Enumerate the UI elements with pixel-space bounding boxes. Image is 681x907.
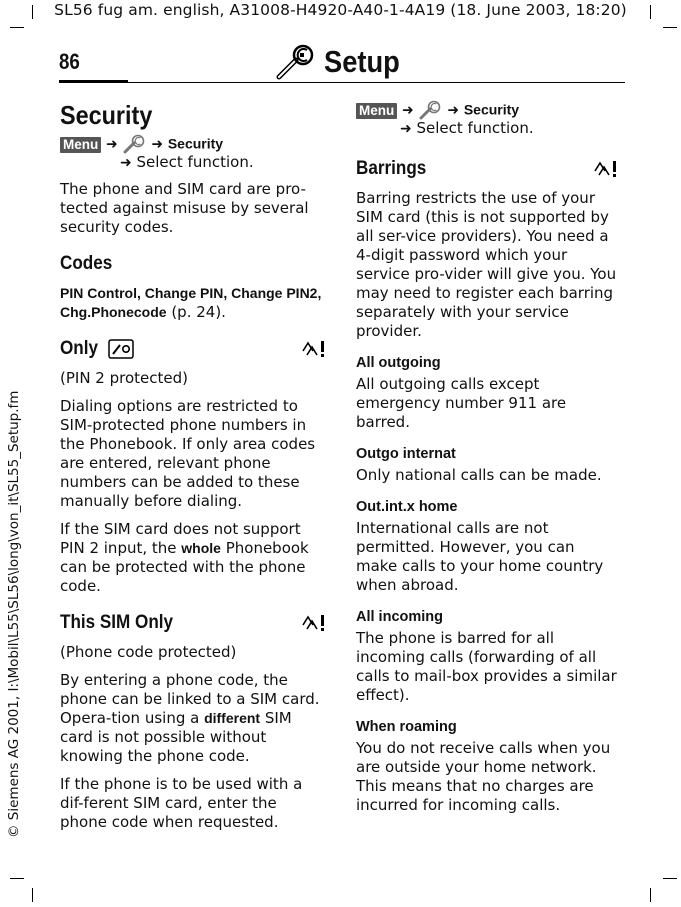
page-number: 86 <box>59 49 80 74</box>
running-head: SL56 fug am. english, A31008-H4920-A40-1-4A19 (18. June 2003, 18:20) <box>54 1 627 19</box>
page-title <box>276 42 410 82</box>
when-roaming-label: When roaming <box>356 719 457 735</box>
codes-heading: Codes <box>60 253 113 274</box>
menu-path <box>60 134 328 172</box>
barrings-text: Barring restricts the use of your SIM card (this is not supported by all ser-vice providers). You need a 4-digit password which your service pro-vider will give you. You may need to register each barring separately with your service provider. <box>356 189 617 340</box>
phone-code-note: (Phone code protected) <box>60 643 237 661</box>
out-int-home-text: International calls are not permitted. However, you can make calls to your home country when abroad. <box>356 519 604 594</box>
crop-mark <box>663 878 677 879</box>
arrow-icon: ➜ <box>106 136 118 153</box>
select-function: Select function. <box>136 153 254 171</box>
security-heading: Security <box>60 100 153 130</box>
out-int-home-label: Out.int.x home <box>356 499 458 515</box>
all-incoming-label: All incoming <box>356 609 443 625</box>
menu-item-security: Security <box>167 135 224 152</box>
arrow-icon: ➜ <box>120 155 132 171</box>
only-heading: Only <box>60 338 328 360</box>
codes-text: PIN Control, Change PIN, Change PIN2, Chg.Phonecode (p. 24). <box>60 285 322 321</box>
when-roaming-text: You do not receive calls when you are outside your home network. This means that no charges are incurred for incoming calls. <box>356 739 611 814</box>
sim-text-2: If the phone is to be used with a dif-ferent SIM card, enter the phone code when requested. <box>60 775 303 831</box>
all-outgoing-label: All outgoing <box>356 355 441 371</box>
network-dependent-icon <box>300 339 328 359</box>
wrench-phone-icon <box>123 134 147 154</box>
page-number-bar <box>59 80 128 83</box>
title-text: Setup <box>324 44 400 79</box>
arrow-icon: ➜ <box>447 102 460 119</box>
barrings-heading: Barrings <box>356 158 620 180</box>
network-dependent-icon <box>300 613 328 633</box>
all-outgoing-text: All outgoing calls except emergency number 911 are barred. <box>356 375 567 431</box>
all-incoming-text: The phone is barred for all incoming calls (forwarding of all calls to mail-box provides a similar effect). <box>356 629 617 704</box>
menu-item-security: Security <box>463 101 520 118</box>
copyright-side-note: © Siemens AG 2001, I:\Mobil\L55\SL56\long\von_it\SL55_Setup.fm <box>6 390 22 838</box>
crop-mark <box>663 27 677 28</box>
intro-text: The phone and SIM card are pro-tected against misuse by several security codes. <box>60 180 309 236</box>
select-function: Select function. <box>416 119 534 137</box>
menu-softkey: Menu <box>60 137 101 153</box>
menu-path <box>356 100 620 138</box>
left-column <box>60 100 328 841</box>
outgo-internat-label: Outgo internat <box>356 446 456 462</box>
header-rule <box>128 82 625 83</box>
crop-mark <box>10 27 24 28</box>
right-column <box>356 100 620 824</box>
sim-text-1: By entering a phone code, the phone can be linked to a SIM card. Opera-tion using a different SIM card is not possible without knowing the phone code. <box>60 671 320 765</box>
arrow-icon: ➜ <box>402 102 414 119</box>
network-dependent-icon <box>592 159 620 179</box>
sim-only-heading: This SIM Only <box>60 612 328 634</box>
outgo-internat-text: Only national calls can be made. <box>356 466 602 484</box>
crop-mark <box>10 878 24 879</box>
wrench-phone-icon <box>419 100 443 120</box>
crop-mark <box>650 888 651 902</box>
arrow-icon: ➜ <box>151 136 164 153</box>
pin2-key-icon <box>108 339 134 359</box>
only-text-1: Dialing options are restricted to SIM-protected phone numbers in the Phonebook. If only area codes are entered, relevant phone numbers can be added to these manually before dialing. <box>60 397 316 510</box>
arrow-icon: ➜ <box>400 121 412 137</box>
menu-softkey: Menu <box>356 103 397 119</box>
wrench-phone-icon <box>276 44 318 80</box>
pin2-note: (PIN 2 protected) <box>60 369 188 387</box>
only-text-2: If the SIM card does not support PIN 2 input, the whole Phonebook can be protected with the phone code. <box>60 520 309 595</box>
crop-mark <box>32 888 33 902</box>
